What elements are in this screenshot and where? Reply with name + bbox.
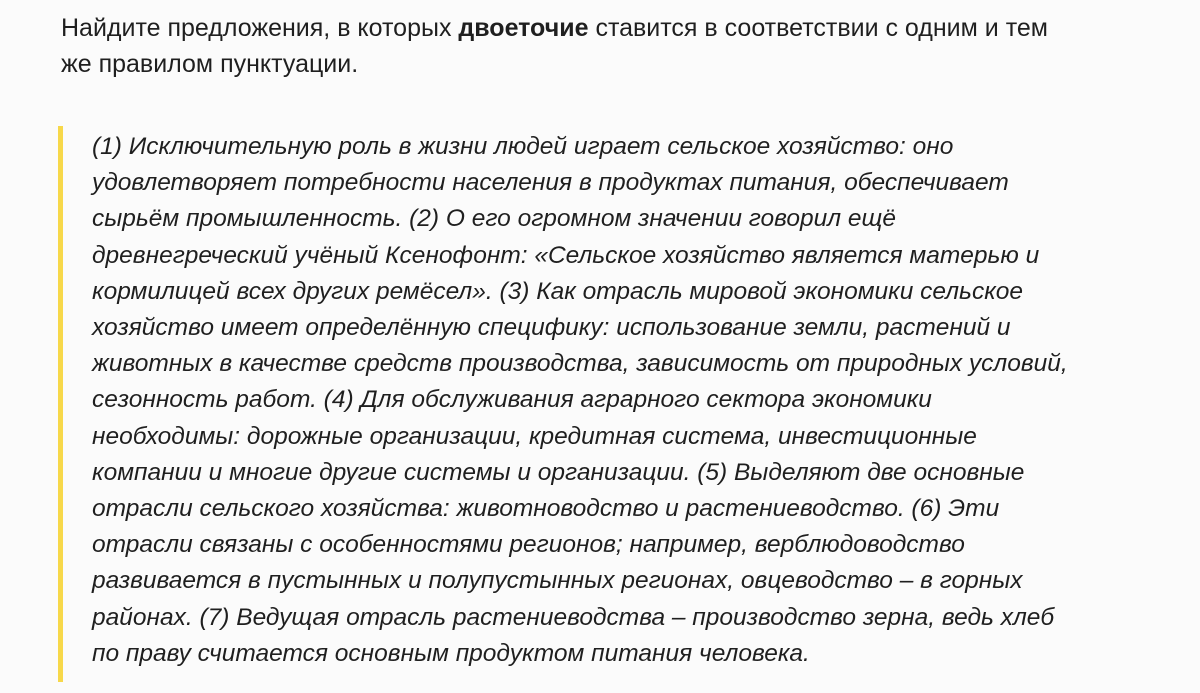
text-line: районах. (7) Ведущая отрасль растениеводства – производство зерна, ведь хлеб xyxy=(92,603,1055,631)
text-line: сырьём промышленность. (2) О его огромном значении говорил ещё xyxy=(92,205,897,233)
text-line: удовлетворяет потребности населения в продуктах питания, обеспечивает xyxy=(92,169,1009,197)
text-line: по праву считается основным продуктом питания человека. xyxy=(92,639,810,667)
text-line: отрасли сельского хозяйства: животноводство и растениеводство. (6) Эти xyxy=(92,495,1000,523)
task-instruction xyxy=(61,10,1141,82)
task-text-line2: же правилом пунктуации. xyxy=(61,50,359,78)
text-line: необходимы: дорожные организации, кредитная система, инвестиционные xyxy=(92,422,977,450)
text-line: кормилицей всех других ремёсел». (3) Как отрасль мировой экономики сельское xyxy=(92,277,1024,305)
text-line: животных в качестве средств производства, зависимость от природных условий, xyxy=(92,350,1068,378)
text-line: хозяйство имеет определённую специфику: использование земли, растений и xyxy=(92,314,1011,342)
source-text-block xyxy=(58,126,1148,682)
text-line: отрасли связаны с особенностями регионов; например, верблюдоводство xyxy=(92,531,965,559)
task-bold-keyword: двоеточие xyxy=(458,14,589,42)
text-line: (1) Исключительную роль в жизни людей играет сельское хозяйство: оно xyxy=(92,133,954,160)
task-text-before: Найдите предложения, в которых xyxy=(61,14,459,42)
text-line: древнегреческий учёный Ксенофонт: «Сельское хозяйство является матерью и xyxy=(92,241,1040,269)
text-line: сезонность работ. (4) Для обслуживания аграрного сектора экономики xyxy=(92,386,932,414)
source-text xyxy=(92,129,1148,672)
text-line: развивается в пустынных и полупустынных регионах, овцеводство – в горных xyxy=(92,567,1023,595)
task-text-after: ставится в соответствии с одним и тем xyxy=(588,14,1048,42)
text-line: компании и многие другие системы и организации. (5) Выделяют две основные xyxy=(92,458,1025,486)
